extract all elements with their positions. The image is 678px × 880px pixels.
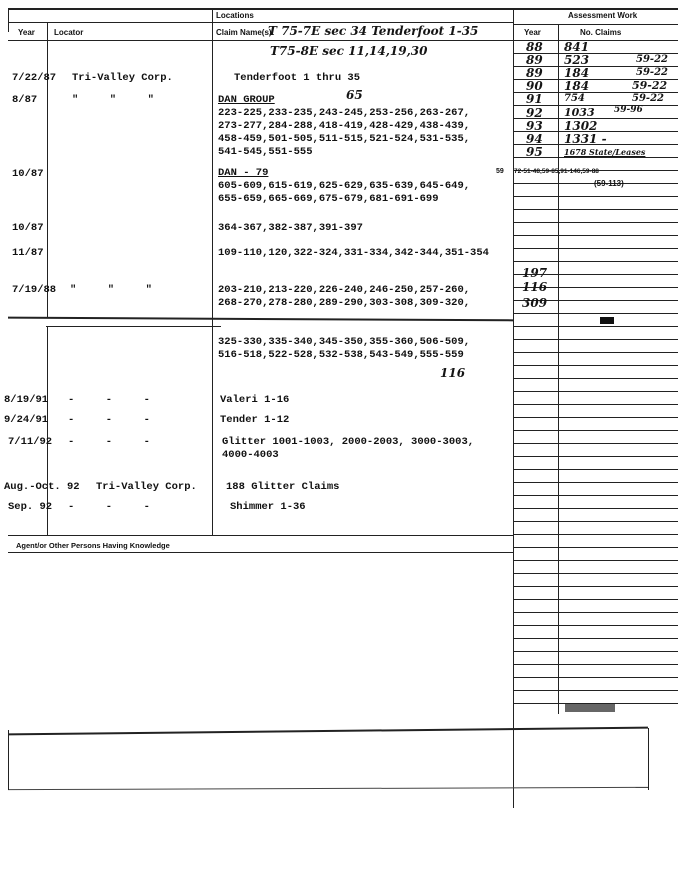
row-locator: - - - (68, 414, 150, 426)
agent-bottom (8, 552, 514, 553)
locator-column-header: Locator (54, 28, 84, 37)
aw-claims: 184 (564, 66, 590, 80)
aw-year: 89 (526, 66, 543, 80)
col-year-divider (47, 22, 48, 317)
aw-year: 95 (526, 145, 543, 159)
row-locator: - - - (68, 436, 150, 448)
row-claims: 4000-4003 (222, 449, 279, 461)
aw-year: 92 (526, 106, 543, 120)
row-claims: 268-270,278-280,289-290,303-308,309-320, (218, 297, 471, 309)
row-claims: Tenderfoot 1 thru 35 (234, 72, 361, 84)
row-claims: 188 Glitter Claims (226, 481, 340, 493)
aw-claims: 754 (564, 93, 585, 104)
row-locator: " " " (70, 284, 152, 296)
handwritten-township-note: T 75-7E sec 34 Tenderfoot 1-35 (268, 24, 479, 38)
claim-names-column-header: Claim Name(s) (216, 28, 272, 37)
bottom-line-1 (8, 727, 648, 736)
right-bottom-edge (648, 728, 649, 790)
aw-extra: 59-22 (636, 54, 668, 65)
col-locator-divider (212, 8, 213, 535)
row-claims: 541-545,551-555 (218, 146, 313, 158)
row-year: 7/11/92 (8, 436, 53, 448)
handwritten-count: 65 (346, 88, 363, 102)
aw-year: 94 (526, 132, 543, 146)
aw-sub-note: (59-113) (594, 179, 624, 188)
handwritten-count: 116 (440, 366, 466, 380)
aw-year: 91 (526, 92, 543, 106)
smudge-mark (565, 704, 615, 712)
assessment-work-header: Assessment Work (568, 11, 638, 20)
row-claims: 364-367,382-387,391-397 (218, 222, 363, 234)
left-bottom-edge (8, 730, 9, 790)
no-claims-column-header: No. Claims (580, 28, 622, 37)
row-locator: Tri-Valley Corp. (96, 481, 197, 493)
row-claims: 109-110,120,322-324,331-334,342-344,351-354 (218, 247, 489, 259)
header-bottom (8, 40, 514, 41)
aw-year: 89 (526, 53, 543, 67)
row-claims: 273-277,284-288,418-419,428-429,438-439, (218, 120, 471, 132)
row-claims: 325-330,335-340,345-350,355-360,506-509, (218, 336, 471, 348)
row-year: 8/87 (12, 94, 38, 106)
aw-long-note: 72-51-48,59-85,91-146,59-88 (514, 168, 599, 175)
aw-year: 90 (526, 79, 543, 93)
aw-extra: 59-22 (636, 67, 668, 78)
aw-claims: 1033 (564, 106, 595, 119)
aw-claims: 184 (564, 79, 590, 93)
row-year: 9/24/91 (4, 414, 49, 426)
row-claims: 655-659,665-669,675-679,681-691-699 (218, 193, 439, 205)
row-claims: Glitter 1001-1003, 2000-2003, 3000-3003, (222, 436, 475, 448)
left-border (8, 8, 9, 32)
row-claims: 516-518,522-528,532-538,543-549,555-559 (218, 349, 464, 361)
top-border (8, 8, 678, 10)
header-divider-right (514, 24, 678, 25)
bottom-line-2 (8, 787, 648, 790)
row-year: Sep. 92 (8, 501, 53, 513)
aw-extra: 59-22 (632, 79, 668, 92)
group-name: DAN - 79 (218, 167, 269, 179)
row-claims: 203-210,213-220,226-240,246-250,257-260, (218, 284, 471, 296)
handwritten-township-note-2: T75-8E sec 11,14,19,30 (270, 44, 428, 58)
group-name: DAN GROUP (218, 94, 275, 106)
aw-year-note: 116 (522, 280, 548, 294)
aw-extra: 59-96 (614, 105, 643, 115)
aw-claims: 1331 - (564, 132, 607, 146)
aw-year: 88 (526, 40, 543, 54)
row-year: 7/22/87 (12, 72, 57, 84)
row-claims: 605-609,615-619,625-629,635-639,645-649, (218, 180, 471, 192)
row-locator: - - - (68, 394, 150, 406)
row-claims: Valeri 1-16 (220, 394, 290, 406)
row-claims: Tender 1-12 (220, 414, 290, 426)
locations-header: Locations (216, 11, 254, 20)
year-column-header: Year (18, 28, 35, 37)
aw-claims: 841 (564, 40, 590, 54)
page-break-line-2 (46, 326, 221, 327)
row-year: 11/87 (12, 247, 44, 259)
aw-year: 93 (526, 119, 543, 133)
aw-year-column-header: Year (524, 28, 541, 37)
aw-note-59: 59 (496, 168, 504, 175)
aw-claims: 523 (564, 53, 590, 67)
page-break-line (8, 317, 514, 322)
row-claims: Shimmer 1-36 (230, 501, 306, 513)
agent-knowledge-label: Agent/or Other Persons Having Knowledge (16, 541, 170, 550)
row-locator: - - - (68, 501, 150, 513)
aw-year-note: 197 (522, 266, 548, 280)
row-locator: Tri-Valley Corp. (72, 72, 173, 84)
row-claims: 223-225,233-235,243-245,253-256,263-267, (218, 107, 471, 119)
header-divider (8, 22, 514, 23)
aw-extra: 59-22 (632, 93, 664, 104)
row-claims: 458-459,501-505,511-515,521-524,531-535, (218, 133, 471, 145)
aw-year-note: 309 (522, 296, 548, 310)
row-year: 7/19/88 (12, 284, 57, 296)
aw-claims: 1302 (564, 119, 598, 133)
agent-divider (8, 535, 514, 536)
aw-claims: 1678 State/Leases (564, 147, 646, 157)
row-year: 10/87 (12, 168, 44, 180)
row-year: 8/19/91 (4, 394, 49, 406)
row-locator: " " " (72, 94, 154, 106)
row-year: Aug.-Oct. 92 (4, 481, 80, 493)
row-year: 10/87 (12, 222, 44, 234)
smudge-mark (600, 317, 614, 324)
